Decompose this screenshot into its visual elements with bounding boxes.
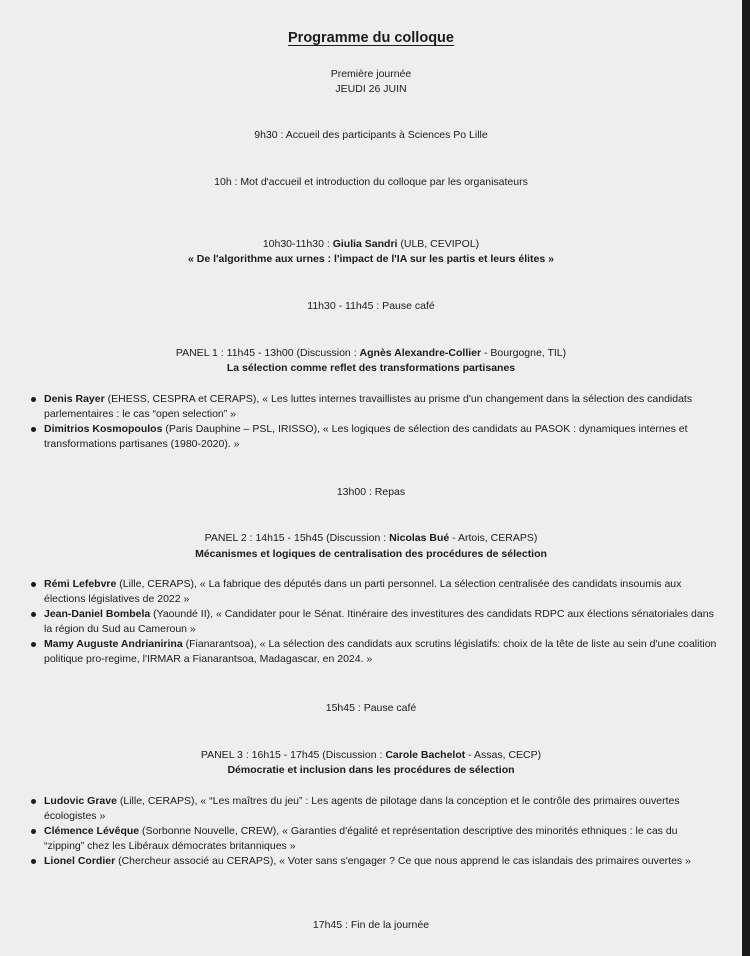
- panel-1-discussant: Agnès Alexandre-Collier: [359, 347, 482, 359]
- talk-text: (EHESS, CESPRA et CERAPS), « Les luttes internes travaillistes au prisme d'un changement dans la sélection des candidats parlementaires : le cas “open selection” »: [44, 393, 693, 420]
- panel-3-title: Démocratie et inclusion dans les procédures de sélection: [227, 764, 515, 776]
- panel-2-header: [0, 531, 742, 546]
- talk-text: (Paris Dauphine – PSL, IRISSO), « Les logiques de sélection des candidats au PASOK : dynamiques internes et transformations partisanes (1980-2020). »: [44, 423, 688, 450]
- talk-speaker: Clémence Lévêque: [44, 825, 140, 837]
- window-edge: [742, 0, 750, 956]
- panel-3-talks: [30, 794, 720, 869]
- panel-1-title: La sélection comme reflet des transformations partisanes: [226, 362, 516, 374]
- talk-speaker: Dimitrios Kosmopoulos: [44, 423, 163, 435]
- list-item: [30, 794, 720, 824]
- talk-speaker: Mamy Auguste Andrianirina: [44, 638, 183, 650]
- panel-2-title: Mécanismes et logiques de centralisation des procédures de sélection: [195, 548, 547, 560]
- panel-1-prefix: PANEL 1 : 11h45 - 13h00 (Discussion :: [175, 347, 360, 359]
- panel-2-talks: [30, 577, 720, 667]
- day-end: 17h45 : Fin de la journée: [312, 919, 430, 931]
- panel-3-header: [0, 748, 742, 763]
- list-item: [30, 422, 720, 452]
- page-title: Programme du colloque: [288, 30, 454, 46]
- panel-2-prefix: PANEL 2 : 14h15 - 15h45 (Discussion :: [204, 532, 390, 544]
- panel-3-discussant: Carole Bachelot: [385, 749, 466, 761]
- keynote-title: « De l'algorithme aux urnes : l'impact de l'IA sur les partis et leurs élites »: [188, 253, 554, 265]
- list-item: [30, 637, 720, 667]
- talk-text: (Yaoundé II), « Candidater pour le Sénat. Itinéraire des investitures des candidats RDPC aux élections sénatoriales dans la région du Sud au Cameroun »: [44, 608, 714, 635]
- talk-speaker: Denis Rayer: [44, 393, 105, 405]
- break-1: 11h30 - 11h45 : Pause café: [307, 300, 435, 312]
- panel-3-suffix: - Assas, CECP): [465, 749, 542, 761]
- keynote-speaker: Giulia Sandri: [332, 238, 398, 250]
- lunch: 13h00 : Repas: [336, 486, 406, 498]
- panel-2-discussant: Nicolas Bué: [389, 532, 450, 544]
- talk-speaker: Lionel Cordier: [44, 855, 116, 867]
- panel-1-talks: [30, 392, 720, 452]
- day-date: JEUDI 26 JUIN: [335, 83, 407, 95]
- intro-item: 10h : Mot d'accueil et introduction du colloque par les organisateurs: [214, 176, 528, 188]
- list-item: [30, 392, 720, 422]
- talk-speaker: Ludovic Grave: [44, 795, 117, 807]
- keynote-affiliation: (ULB, CEVIPOL): [397, 238, 480, 250]
- talk-text: (Fianarantsoa), « La sélection des candidats aux scrutins législatifs: choix de la tête de liste au sein d'une coalition politique pro-regime, l'IRMAR a Fianarantsoa, Madagascar, en 2024. »: [44, 638, 717, 665]
- list-item: [30, 577, 720, 607]
- list-item: [30, 854, 720, 869]
- welcome-item: 9h30 : Accueil des participants à Sciences Po Lille: [254, 129, 488, 141]
- panel-2-suffix: - Artois, CERAPS): [449, 532, 538, 544]
- panel-1-header: [0, 346, 742, 361]
- talk-text: (Lille, CERAPS), « “Les maîtres du jeu” : Les agents de pilotage dans la conception et le contrôle des primaires ouvertes écologistes »: [44, 795, 680, 822]
- list-item: [30, 824, 720, 854]
- talk-text: (Lille, CERAPS), « La fabrique des députés dans un parti personnel. La sélection centralisée des candidats insoumis aux élections législatives de 2022 »: [44, 578, 682, 605]
- keynote-line: [0, 237, 742, 252]
- talk-text: (Sorbonne Nouvelle, CREW), « Garanties d'égalité et représentation descriptive des minorités ethniques : le cas du “zipping” chez les Libéraux démocrates britanniques »: [44, 825, 678, 852]
- break-2: 15h45 : Pause café: [325, 702, 417, 714]
- panel-3-prefix: PANEL 3 : 16h15 - 17h45 (Discussion :: [200, 749, 386, 761]
- day-label: Première journée: [330, 68, 412, 80]
- panel-1-suffix: - Bourgogne, TIL): [481, 347, 567, 359]
- keynote-time: 10h30-11h30 :: [262, 238, 333, 250]
- talk-speaker: Jean-Daniel Bombela: [44, 608, 151, 620]
- list-item: [30, 607, 720, 637]
- talk-speaker: Rémi Lefebvre: [44, 578, 117, 590]
- talk-text: (Chercheur associé au CERAPS), « Voter sans s'engager ? Ce que nous apprend le cas islandais des primaires ouvertes »: [115, 855, 691, 867]
